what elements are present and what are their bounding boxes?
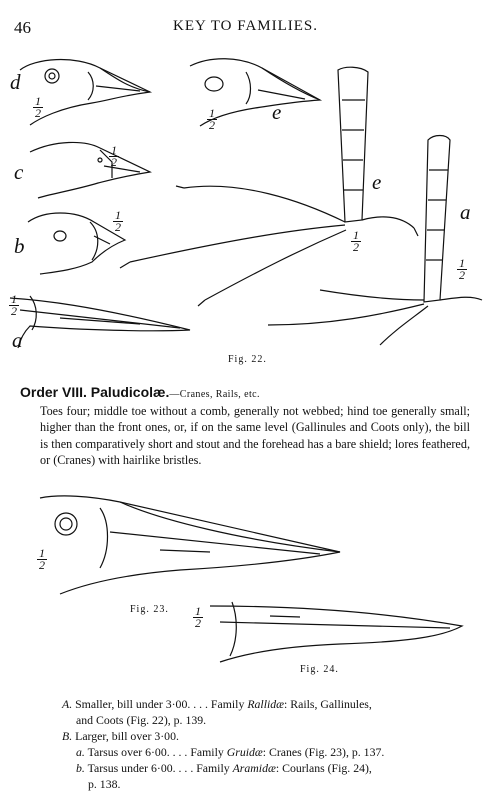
- label-d: d: [10, 70, 21, 94]
- key-text: Smaller, bill under 3·00. . . . Family: [75, 697, 248, 711]
- key-entry-A-cont: and Coots (Fig. 22), p. 139.: [76, 713, 207, 727]
- bird-head-b: [28, 213, 125, 274]
- scale-fraction: 1 2: [111, 143, 117, 169]
- key-text: Tarsus over 6·00. . . . Family: [87, 745, 227, 759]
- label-c: c: [14, 160, 24, 184]
- key-entry-b-cont: p. 138.: [88, 777, 121, 791]
- key-entry-B: [62, 728, 179, 744]
- figure-22-illustration: [0, 0, 491, 345]
- key-entry-A: [62, 696, 477, 712]
- figure-23-24-illustration: [0, 490, 491, 690]
- key-letter: A.: [62, 697, 73, 711]
- figure-24-caption: Fig. 24.: [300, 664, 339, 675]
- key-family: Aramidæ: [232, 761, 276, 775]
- order-subtitle: —Cranes, Rails, etc.: [169, 389, 260, 400]
- key-common: : Rails, Gallinules,: [284, 697, 372, 711]
- scale-fraction: 1 2: [459, 256, 465, 282]
- key-entry-a: [76, 744, 384, 760]
- key-common: : Cranes (Fig. 23), p. 137.: [262, 745, 385, 759]
- scale-fraction: 1 2: [195, 604, 201, 630]
- order-title: Order VIII. Paludicolæ.: [20, 384, 170, 400]
- key-entry-b: [76, 760, 476, 776]
- figure-22-caption: Fig. 22.: [228, 354, 267, 365]
- order-heading: [20, 384, 260, 401]
- scale-fraction: 1 2: [11, 292, 17, 318]
- key-text: Larger, bill over 3·00.: [75, 729, 179, 743]
- label-e-foot: e: [372, 170, 382, 194]
- scale-fraction: 1 2: [115, 208, 121, 234]
- bird-head-c: [30, 142, 150, 198]
- label-e-head: e: [272, 100, 282, 124]
- scale-fraction: 1 2: [35, 94, 41, 120]
- label-a: a: [12, 328, 23, 352]
- key-letter: a.: [76, 745, 85, 759]
- bird-bill-a: [10, 292, 190, 348]
- key-family: Rallidæ: [247, 697, 285, 711]
- key-letter: B.: [62, 729, 73, 743]
- running-head: KEY TO FAMILIES.: [172, 18, 319, 34]
- figure-23-caption: Fig. 23.: [130, 604, 169, 615]
- page-number: 46: [14, 18, 31, 37]
- scale-fraction: 1 2: [39, 546, 45, 572]
- key-common: : Courlans (Fig. 24),: [275, 761, 372, 775]
- label-a-foot: a: [460, 200, 471, 224]
- key-text: Tarsus under 6·00. . . . Family: [87, 761, 233, 775]
- scale-fraction: 1 2: [353, 228, 359, 254]
- courlan-bill-fig24: [210, 602, 462, 662]
- bird-foot-a: [268, 136, 482, 346]
- key-letter: b.: [76, 761, 85, 775]
- label-b: b: [14, 234, 25, 258]
- key-family: Gruidæ: [226, 745, 263, 759]
- scale-fraction: 1 2: [209, 106, 215, 132]
- crane-head-fig23: [40, 496, 340, 594]
- order-description: Toes four; middle toe without a comb, generally not webbed; hind toe generally small; higher than the front ones, or, if on the same level (Gallinules and Coots only), the bill is then comparatively short and stout and the forehead has a bare shield; lores feathered, or (Cranes) with hairlike bristles.: [40, 404, 470, 467]
